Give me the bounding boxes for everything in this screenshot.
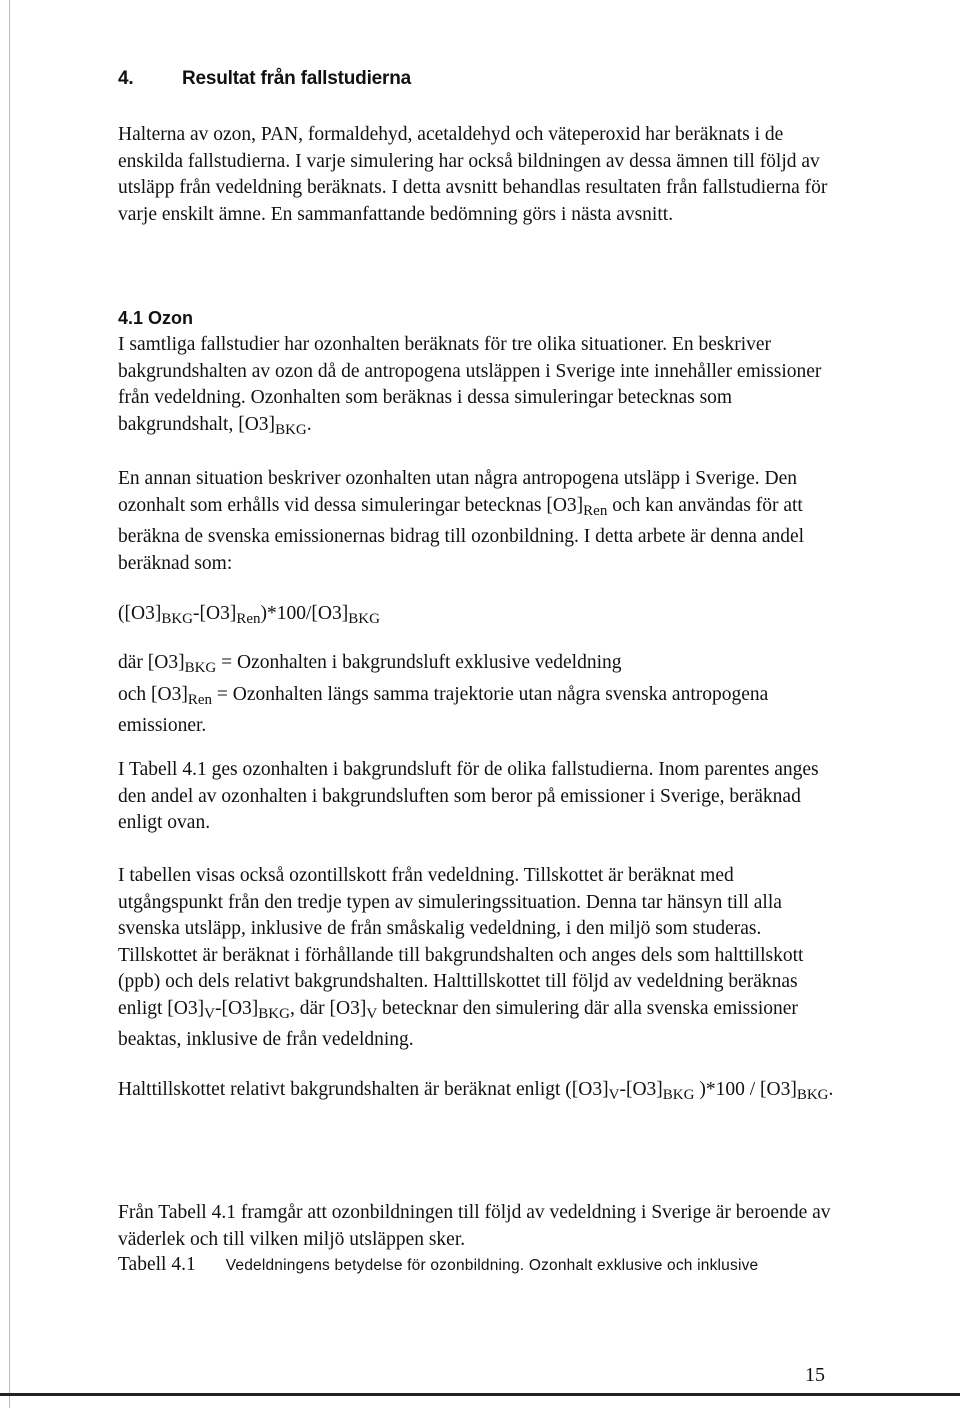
subsection-number: 4.1 bbox=[118, 308, 144, 328]
subscript-bkg: BKG bbox=[258, 1005, 290, 1022]
subscript-v: V bbox=[204, 1005, 215, 1022]
ozon-paragraph-1 bbox=[118, 332, 843, 443]
relativ-text-a: Halttillskottet relativt bakgrundshalten är beräknat enligt ([O3] bbox=[118, 1079, 609, 1100]
subscript-v: V bbox=[608, 1087, 620, 1103]
ozon-p2-text-b: och kan användas för att beräkna de svenska emissionernas bidrag till ozonbildning. I detta arbete är denna andel beräknad som: bbox=[118, 494, 805, 574]
subscript-bkg: BKG bbox=[796, 1087, 829, 1103]
section-number: 4. bbox=[118, 68, 134, 89]
subscript-v: V bbox=[366, 1005, 378, 1022]
ozon-p2-text-a: En annan situation beskriver ozonhalten utan några antropogena utsläpp i Sverige. Den ozonhalt som erhålls vid dessa simuleringar betecknas bbox=[118, 468, 798, 516]
definitions-paragraph bbox=[118, 650, 843, 740]
o3-symbol: [O3] bbox=[238, 413, 276, 435]
relativ-text-d: . bbox=[828, 1079, 834, 1100]
subsection-title: Ozon bbox=[148, 308, 194, 328]
ozon-paragraph-2 bbox=[118, 466, 843, 577]
table-caption bbox=[118, 1254, 758, 1276]
caption-text: Vedeldningens betydelse för ozonbildning. Ozonhalt exklusive och inklusive bbox=[225, 1257, 759, 1274]
tabell-paragraph: I Tabell 4.1 ges ozonhalten i bakgrundsluft för de olika fallstudierna. Inom parentes anges den andel av ozonhalten i bakgrundsluften som beror på emissioner i Sverige, beräknad enligt ovan. bbox=[118, 759, 819, 833]
scan-edge-line bbox=[9, 0, 10, 1408]
page-number: 15 bbox=[805, 1364, 825, 1386]
def-2-pre: och [O3] bbox=[118, 683, 188, 705]
o3-symbol: [O3] bbox=[167, 997, 205, 1019]
caption-label: Tabell 4.1 bbox=[118, 1254, 196, 1275]
ozon-p1-end: . bbox=[306, 413, 312, 435]
tillskott-paragraph bbox=[118, 863, 843, 1054]
tillskott-text-c: betecknar den simulering där alla svenska emissioner beaktas, inklusive de från vedeldning. bbox=[118, 997, 798, 1050]
tillskott-text-a: I tabellen visas också ozontillskott från vedeldning. Tillskottet är beräknat med utgångspunkt från den tredje typen av simuleringssituation. Denna tar hänsyn till alla svenska utsläpp, inklusive de från småskalig vedeldning, i den miljö som studeras. Tillskottet är beräknat i förhållande till bakgrundshalten och anges dels som halttillskott (ppb) och dels relativt bakgrundshalten. Halttillskottet till följd av vedeldning beräknas enligt bbox=[118, 865, 804, 1019]
relativ-paragraph bbox=[118, 1077, 843, 1109]
o3-symbol: [O3] bbox=[329, 997, 367, 1019]
formula-part: ([O3] bbox=[118, 603, 162, 624]
subscript-bkg: BKG bbox=[275, 421, 307, 438]
formula-part: -[O3] bbox=[193, 603, 237, 624]
share-formula bbox=[118, 603, 380, 628]
bottom-rule bbox=[0, 1393, 960, 1396]
subsection-heading bbox=[118, 308, 193, 329]
subscript-bkg: BKG bbox=[662, 1087, 695, 1103]
def-1-post: = Ozonhalten i bakgrundsluft exklusive vedeldning bbox=[216, 652, 622, 673]
tillskott-text-b: , där bbox=[289, 997, 330, 1019]
formula-sub: BKG bbox=[161, 611, 193, 627]
o3-symbol: [O3] bbox=[546, 494, 584, 516]
section-heading bbox=[118, 68, 411, 90]
formula-sub: BKG bbox=[348, 611, 380, 627]
def-2-post: = Ozonhalten längs samma trajektorie utan några svenska antropogena emissioner. bbox=[118, 683, 769, 736]
final-paragraph: Från Tabell 4.1 framgår att ozonbildningen till följd av vedeldning i Sverige är beroende av väderlek och till vilken miljö utsläppen sker. bbox=[118, 1202, 831, 1250]
def-2-sub: Ren bbox=[187, 691, 213, 708]
intro-paragraph: Halterna av ozon, PAN, formaldehyd, acetaldehyd och väteperoxid har beräknats i de enskilda fallstudierna. I varje simulering har också bildningen av dessa ämnen till följd av utsläpp från vedeldning beräknats. I detta avsnitt behandlas resultaten från fallstudierna för varje enskilt ämne. En sammanfattande bedömning görs i nästa avsnitt. bbox=[118, 124, 828, 225]
ozon-p1-text: I samtliga fallstudier har ozonhalten beräknats för tre olika situationer. En beskriver bakgrundshalten av ozon då de antropogena utsläppen i Sverige inte innehåller emissioner från vedeldning. Ozonhalten som beräknas i dessa simuleringar betecknas som bakgrundshalt, bbox=[118, 334, 822, 435]
formula-part: )*100/[O3] bbox=[260, 603, 349, 624]
relativ-text-c: )*100 / [O3] bbox=[694, 1079, 797, 1100]
formula-sub: Ren bbox=[236, 611, 261, 627]
def-1-pre: där [O3] bbox=[118, 652, 185, 673]
o3-symbol: -[O3] bbox=[214, 997, 259, 1019]
subscript-ren: Ren bbox=[583, 502, 608, 519]
relativ-text-b: -[O3] bbox=[619, 1079, 663, 1100]
section-title: Resultat från fallstudierna bbox=[182, 68, 411, 89]
def-1-sub: BKG bbox=[184, 660, 217, 676]
